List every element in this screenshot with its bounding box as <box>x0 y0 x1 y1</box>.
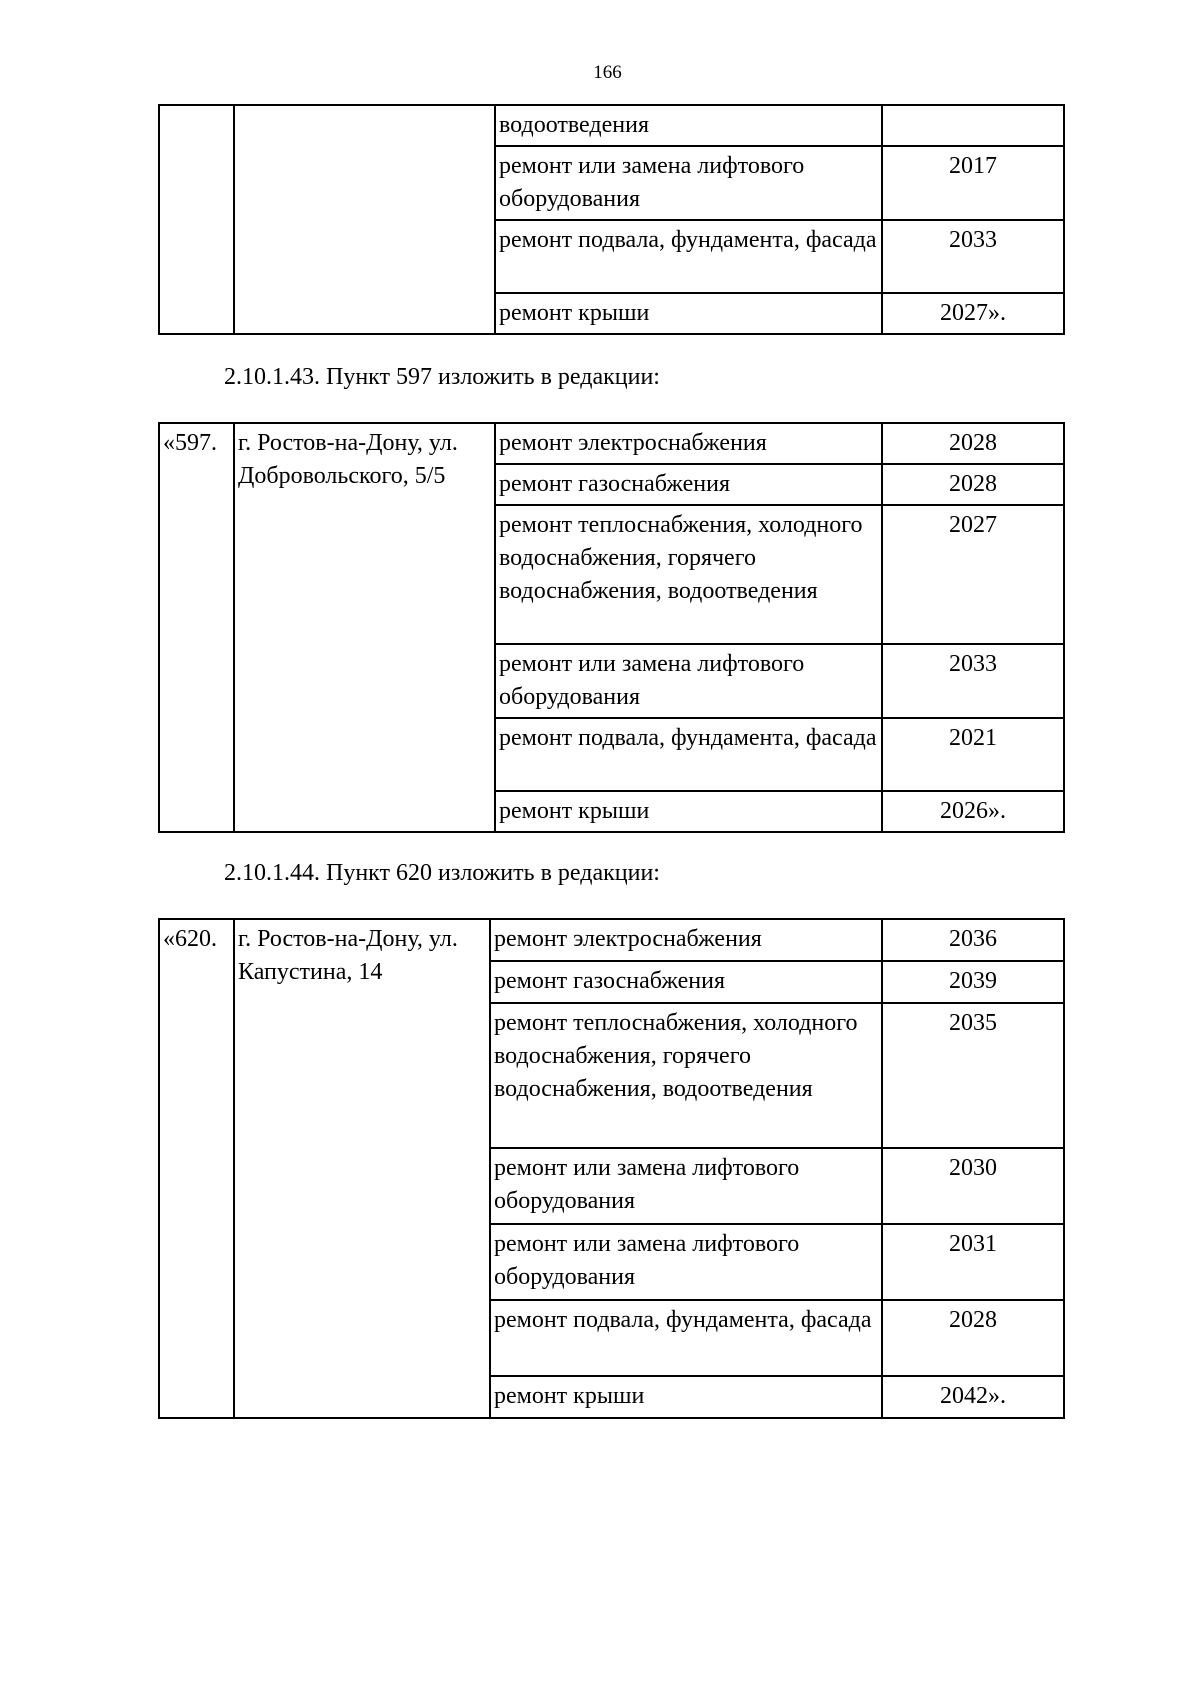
address-cell: г. Ростов-на-Дону, ул. Добровольского, 5/5 <box>234 423 495 832</box>
work-cell: водоотведения <box>495 105 882 146</box>
work-cell: ремонт газоснабжения <box>490 961 882 1003</box>
year-cell: 2028 <box>882 423 1064 464</box>
year-cell: 2036 <box>882 919 1064 961</box>
year-cell: 2027 <box>882 505 1064 644</box>
year-cell: 2039 <box>882 961 1064 1003</box>
year-cell: 2017 <box>882 146 1064 220</box>
number-cell: «597. <box>159 423 234 832</box>
table-item-620 <box>158 918 1065 1419</box>
table-continuation <box>158 104 1065 335</box>
year-cell: 2033 <box>882 220 1064 293</box>
table-row <box>159 919 1064 961</box>
number-cell: «620. <box>159 919 234 1418</box>
year-cell: 2035 <box>882 1003 1064 1148</box>
year-cell: 2042». <box>882 1376 1064 1418</box>
address-cell <box>234 105 495 334</box>
work-cell: ремонт или замена лифтового оборудования <box>495 644 882 718</box>
year-cell: 2028 <box>882 464 1064 505</box>
work-cell: ремонт или замена лифтового оборудования <box>490 1148 882 1224</box>
work-cell: ремонт газоснабжения <box>495 464 882 505</box>
page-number: 166 <box>593 62 622 83</box>
paragraph-item-620: 2.10.1.44. Пункт 620 изложить в редакции: <box>224 860 660 886</box>
work-cell: ремонт крыши <box>490 1376 882 1418</box>
year-cell: 2021 <box>882 718 1064 791</box>
work-cell: ремонт крыши <box>495 293 882 334</box>
work-cell: ремонт подвала, фундамента, фасада <box>495 220 882 293</box>
work-cell: ремонт крыши <box>495 791 882 832</box>
work-cell: ремонт подвала, фундамента, фасада <box>495 718 882 791</box>
year-cell: 2031 <box>882 1224 1064 1300</box>
table-row <box>159 105 1064 146</box>
table-item-597 <box>158 422 1065 833</box>
table-row <box>159 423 1064 464</box>
paragraph-item-597: 2.10.1.43. Пункт 597 изложить в редакции: <box>224 364 660 390</box>
address-cell: г. Ростов-на-Дону, ул. Капустина, 14 <box>234 919 490 1418</box>
work-cell: ремонт электроснабжения <box>490 919 882 961</box>
work-cell: ремонт подвала, фундамента, фасада <box>490 1300 882 1376</box>
year-cell: 2026». <box>882 791 1064 832</box>
work-cell: ремонт или замена лифтового оборудования <box>490 1224 882 1300</box>
year-cell: 2028 <box>882 1300 1064 1376</box>
work-cell: ремонт или замена лифтового оборудования <box>495 146 882 220</box>
number-cell <box>159 105 234 334</box>
work-cell: ремонт электроснабжения <box>495 423 882 464</box>
year-cell: 2030 <box>882 1148 1064 1224</box>
year-cell <box>882 105 1064 146</box>
work-cell: ремонт теплоснабжения, холодного водоснабжения, горячего водоснабжения, водоотведения <box>495 505 882 644</box>
year-cell: 2033 <box>882 644 1064 718</box>
year-cell: 2027». <box>882 293 1064 334</box>
work-cell: ремонт теплоснабжения, холодного водоснабжения, горячего водоснабжения, водоотведения <box>490 1003 882 1148</box>
